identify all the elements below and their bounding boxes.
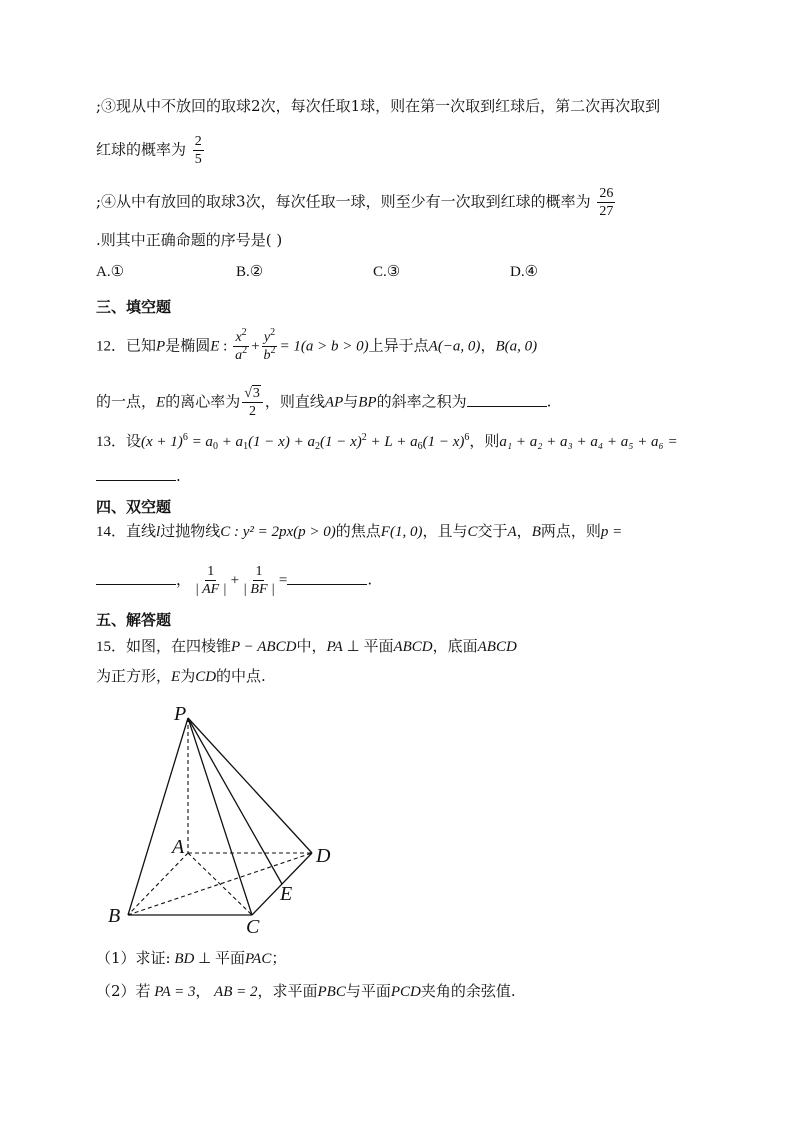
section-3-heading: 三、填空题 — [96, 298, 172, 316]
q15-text: 平面 — [363, 637, 394, 655]
q11-item4-fraction: $\frac{26}{27}$ — [599, 186, 614, 219]
q14-text: 过抛物线 — [160, 522, 221, 540]
q12-text: 是椭圆 — [165, 336, 211, 355]
q12-eccentricity-fraction: $\frac{√3}{2}$ — [242, 386, 263, 419]
q12-line2 — [96, 386, 551, 419]
q15-comma: ， — [195, 982, 211, 1000]
q13-eq: = a — [187, 434, 213, 450]
q15-text: 为 — [180, 667, 196, 685]
label-a: A — [172, 836, 185, 858]
q15-perp: ⊥ — [342, 639, 364, 655]
q14-text: 直线 — [126, 522, 157, 540]
q13-sup: 6 — [182, 432, 188, 443]
q15-sub1-text: 平面 — [214, 949, 245, 967]
q12-b: b — [263, 348, 271, 363]
label-c: C — [246, 916, 260, 938]
q11-item3-text: ;③现从中不放回的取球2次，每次任取1球，则在第一次取到红球后，第二次再次取到 — [96, 97, 661, 115]
q12-comma: ， — [480, 336, 496, 355]
q12-ellipse-e: E — [210, 338, 220, 355]
q12-text: 的离心率为 — [165, 392, 241, 411]
edge-pe — [188, 718, 282, 884]
q15-e: E — [171, 669, 181, 685]
q13-line1 — [96, 431, 678, 452]
q14-num: 1 — [255, 564, 263, 579]
q11-item4-line — [96, 186, 617, 219]
q13-term: + a — [217, 434, 244, 450]
label-d: D — [316, 845, 331, 867]
q14-a: A — [507, 524, 517, 540]
label-e: E — [280, 883, 293, 905]
q13-term: (1 − x) — [319, 434, 362, 450]
q12-sup: 2 — [270, 327, 276, 338]
q15-line2 — [96, 666, 266, 687]
q14-p: p = — [600, 524, 623, 540]
q11-item3-suffix: 红球的概率为 — [96, 140, 187, 159]
label-p: P — [174, 703, 187, 725]
q12-text: 已知 — [126, 336, 157, 355]
q13-text: 设 — [126, 432, 142, 450]
q12-point-p: P — [156, 338, 166, 355]
q14-plus: + — [230, 572, 240, 589]
q13-number: 13． — [96, 434, 127, 450]
q13-sup: 6 — [464, 432, 470, 443]
q12-point-a: A(−a, 0) — [428, 338, 481, 355]
q12-number: 12． — [96, 338, 127, 355]
q11-item3-line1 — [96, 96, 660, 116]
q15-pac: PAC — [244, 951, 272, 967]
q11-option-a: A.① — [96, 264, 125, 280]
q14-text: 的焦点 — [335, 522, 381, 540]
q12-text: 的一点， — [96, 392, 157, 411]
q14-period: . — [367, 570, 373, 589]
q14-den: | AF | — [195, 582, 227, 597]
q15-pcd: PCD — [390, 984, 421, 1000]
q11-option-b: B.② — [236, 264, 264, 280]
q13-sub: 1 — [243, 441, 249, 452]
q14-den: | BF | — [243, 582, 275, 597]
q14-fraction-af — [193, 564, 229, 597]
q13-sup: 2 — [361, 432, 367, 443]
q11-item3-line2 — [96, 134, 206, 167]
q14-eq: = — [278, 572, 288, 589]
q12-y-fraction — [262, 327, 278, 363]
q12-period: . — [546, 392, 552, 411]
q15-pa: PA — [326, 639, 343, 655]
section-4-heading: 四、双空题 — [96, 498, 172, 516]
q11-question — [96, 230, 282, 250]
q11-question-text: .则其中正确命题的序号是( ) — [96, 231, 283, 249]
q14-parabola-c: C — [220, 524, 231, 540]
q14-c: C — [467, 524, 478, 540]
q13-text: ，则 — [469, 432, 500, 450]
q15-sub1-text: （1）求证: — [96, 949, 171, 967]
q12-text: ，则直线 — [264, 392, 325, 411]
q15-text: 中， — [296, 637, 327, 655]
q12-sup: 2 — [241, 327, 247, 338]
edge-pb — [128, 718, 188, 915]
edge-pd — [188, 718, 312, 853]
q14-comma: ， — [516, 522, 532, 540]
q11-option-c: C.③ — [373, 264, 401, 280]
q14-text: 交于 — [477, 522, 508, 540]
q15-line1 — [96, 636, 517, 657]
q12-point-b: B(a, 0) — [495, 338, 538, 355]
q13-sub: 2 — [314, 441, 320, 452]
q14-fraction-bf — [241, 564, 277, 597]
q15-sub2-text: 与平面 — [345, 982, 391, 1000]
q15-sub2-text: 夹角的余弦值. — [420, 982, 516, 1000]
q15-abcd: ABCD — [477, 639, 517, 655]
q14-comma: ， — [176, 570, 192, 589]
q14-equation: : y² = 2px(p > 0) — [230, 524, 336, 540]
q12-text: 上异于点 — [368, 336, 429, 355]
q14-number: 14． — [96, 524, 127, 540]
q15-number: 15． — [96, 639, 127, 655]
q12-line1 — [96, 327, 538, 363]
q13-expr: (x + 1) — [141, 434, 183, 450]
q15-abcd: ABCD — [393, 639, 433, 655]
q12-y: y — [263, 330, 271, 345]
label-b: B — [108, 905, 121, 927]
q13-term: (1 − x) — [422, 434, 465, 450]
q11-option-d: D.④ — [510, 264, 539, 280]
q15-cd: CD — [195, 669, 217, 685]
q14-text: ，且与 — [422, 522, 468, 540]
q15-sub2 — [96, 981, 516, 1002]
q15-bd: BD — [170, 951, 195, 967]
q15-ab-value: AB = 2 — [210, 984, 258, 1000]
pyramid-figure — [100, 700, 350, 940]
q14-text: 两点，则 — [540, 522, 601, 540]
q12-x: x — [235, 330, 242, 345]
q14-answer-blank-1[interactable] — [96, 570, 176, 585]
q15-text: 的中点. — [216, 667, 266, 685]
q13-sum: a₁ + a₂ + a₃ + a₄ + a₅ + a₆ = — [499, 434, 678, 450]
q13-line2 — [96, 466, 181, 486]
q15-sub1-end: ； — [271, 949, 287, 967]
q15-text: 为正方形， — [96, 667, 172, 685]
q12-a: a — [235, 348, 243, 363]
q13-term: + L + a — [366, 434, 418, 450]
q12-sup: 2 — [270, 345, 276, 356]
q15-text: 如图，在四棱锥 — [126, 637, 232, 655]
q14-line2 — [96, 564, 372, 597]
edge-pc — [188, 718, 252, 915]
q15-sub2-text: （2）若 — [96, 982, 151, 1000]
q15-sub1 — [96, 948, 286, 969]
q14-b: B — [531, 524, 541, 540]
q12-colon: : — [219, 338, 232, 355]
q12-text: 的斜率之积为 — [376, 392, 467, 411]
q12-sup: 2 — [242, 345, 248, 356]
q12-line-bp: BP — [358, 394, 377, 411]
q12-x-fraction — [233, 327, 249, 363]
q15-pbc: PBC — [317, 984, 346, 1000]
q12-line-ap: AP — [324, 394, 344, 411]
q12-plus: + — [251, 338, 260, 355]
section-5-heading: 五、解答题 — [96, 611, 172, 629]
q13-period: . — [176, 467, 181, 485]
q12-text: 与 — [343, 392, 359, 411]
q12-den: 2 — [249, 404, 257, 419]
q11-item3-fraction: $\frac{2}{5}$ — [194, 134, 202, 167]
q12-eq-tail: = 1(a > b > 0) — [279, 338, 369, 355]
q15-sub2-text: ，求平面 — [257, 982, 318, 1000]
q12-e: E — [156, 394, 166, 411]
q13-sub: 0 — [212, 441, 218, 452]
q13-term: (1 − x) + a — [248, 434, 315, 450]
q15-pyramid: P − ABCD — [231, 639, 297, 655]
q14-focus: F(1, 0) — [380, 524, 423, 540]
q14-num: 1 — [207, 564, 215, 579]
q14-answer-blank-2[interactable] — [287, 570, 367, 585]
q12-answer-blank[interactable] — [467, 392, 547, 407]
q12-sqrt-value: 3 — [252, 386, 260, 401]
q14-line-l: l — [156, 524, 161, 540]
q13-sub: 6 — [417, 441, 423, 452]
q15-perp: ⊥ — [194, 951, 215, 967]
q11-item4-text: ;④从中有放回的取球3次，每次任取一球，则至少有一次取到红球的概率为 — [96, 192, 591, 211]
q14-line1 — [96, 521, 622, 542]
q15-text: ，底面 — [432, 637, 478, 655]
q13-answer-blank[interactable] — [96, 466, 176, 481]
q15-pa-value: PA = 3 — [150, 984, 196, 1000]
